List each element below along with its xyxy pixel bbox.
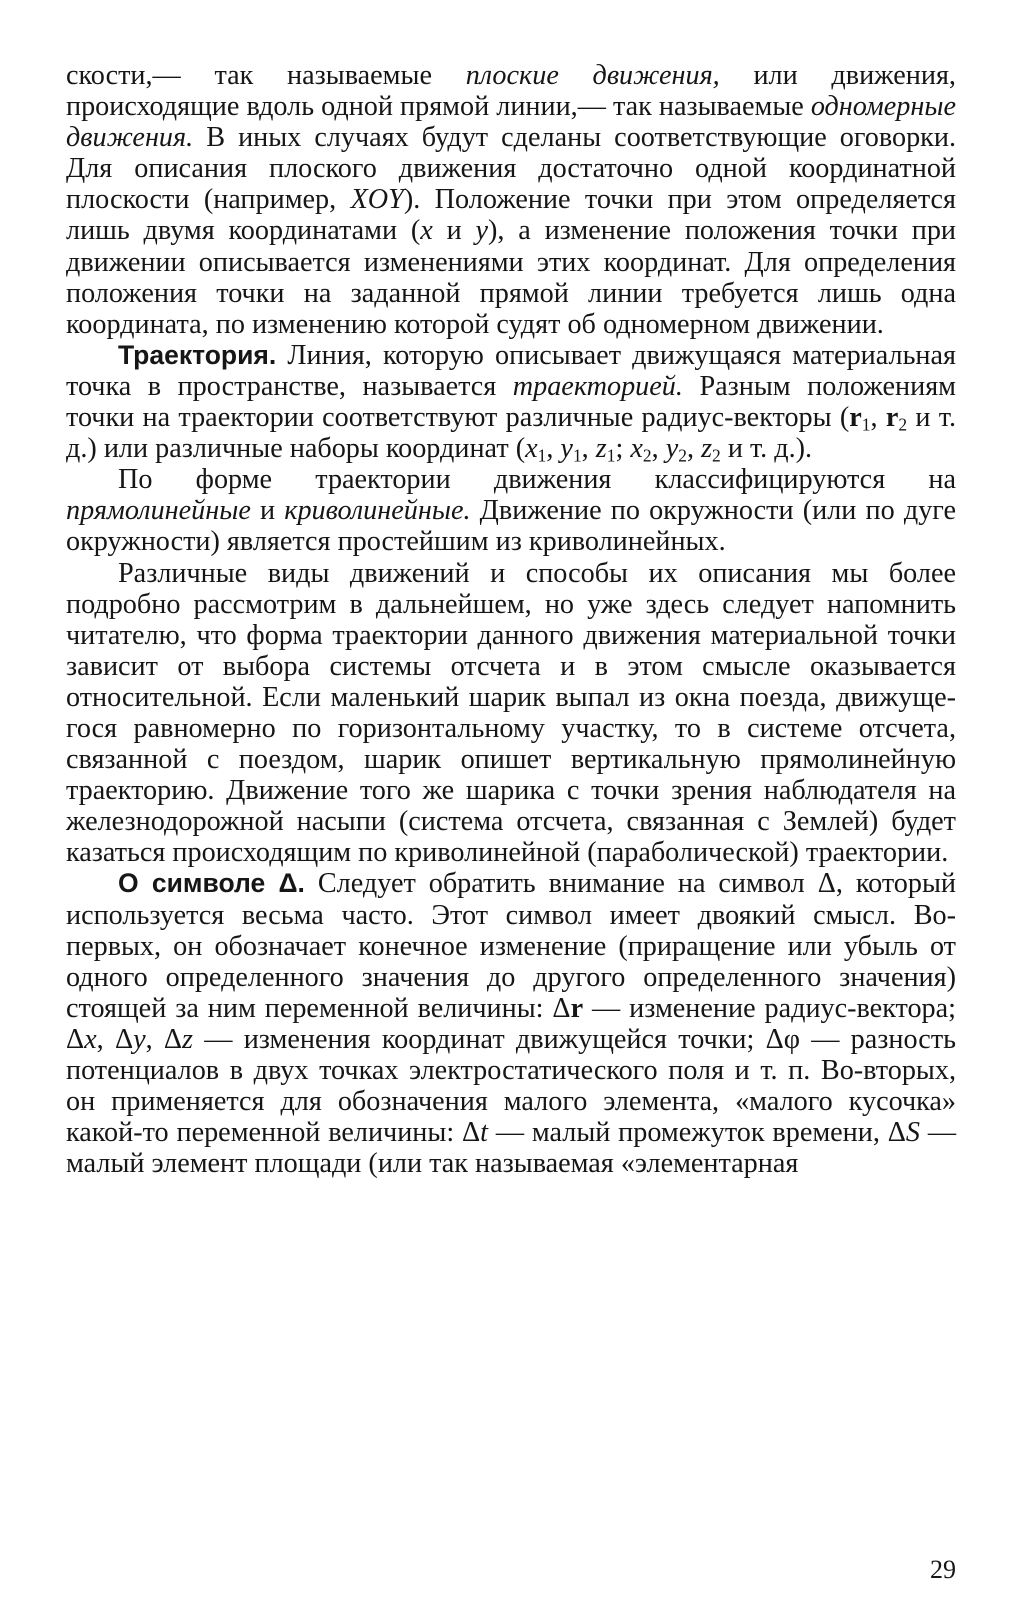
text-run: и т. д.). [720,433,813,465]
text-run: ; [615,433,631,465]
bold-vector: r [849,402,862,434]
text-run: , Δ [96,1023,134,1055]
text-run: Следует обратить внимание на символ Δ, который используется весьма часто. Этот символ имеет двоякий смысл. Во-первых, он обозначает конечное изменение (приращение или убыль от одного определенного значения до другого определенного значения) стоящей за ним переменной величины: Δ [66,868,956,1024]
paragraph-relativity-of-trajectory [66,558,956,869]
text-run: или движения, происходящие вдоль одной прямой линии,— так называемые [66,60,956,123]
text-run: , [651,433,666,465]
italic-term: x [630,433,643,465]
italic-term: криволинейные. [284,495,471,527]
italic-term: S [905,1117,920,1149]
page-number: 29 [930,1554,956,1584]
text-run: и т. д.) или различные наборы координат ( [66,402,957,465]
italic-term: y [665,433,679,465]
subscript-index: 2 [678,445,687,466]
text-run: ), а изменение положения точки при движении описывается изменениями этих координат. Для определения положения точки на заданной прямой линии требуется лишь одна координата, по изменению которой судят об одномерном движении. [66,215,956,340]
paragraph-delta-symbol [66,868,956,1179]
italic-term: плоские движения, [465,60,720,91]
italic-term: x [84,1023,97,1055]
subscript-index: 1 [606,445,616,466]
italic-term: y [475,215,489,247]
text-run: — изменение радиус-вектора; Δ [66,992,956,1055]
text-run: , [870,402,886,434]
text-run: По форме траектории движения классифицируются на [118,464,956,496]
italic-term: траекторией. [512,370,683,402]
paragraph-trajectory-shape [66,464,956,557]
paragraph-plane-motion [66,60,956,340]
italic-term: z [701,433,713,465]
text-run: и [432,215,476,247]
italic-term: x [420,215,433,247]
subscript-index: 1 [537,445,547,466]
subscript-index: 1 [572,445,582,466]
section-lead-heading: Траектория. [118,339,277,370]
text-run: , [686,433,702,465]
italic-term: z [595,433,607,465]
italic-term: одномерные движения. [66,91,956,154]
text-run: — малый промежуток времени, Δ [487,1117,906,1149]
subscript-index: 1 [861,414,871,435]
italic-term: прямолинейные [66,495,251,527]
text-run: В иных случаях будут сделаны соответствующие оговорки. Для описания плоского движения достаточно одной координатной плоскости (например, [66,122,956,216]
text-run: Движение по окружности (или по дуге окружности) является простейшим из криволинейных. [66,495,956,558]
subscript-index: 2 [712,445,721,466]
italic-term: XOY [350,184,404,216]
text-run: Разным положениям точки на траектории соответствуют различные радиус-векторы ( [66,370,956,434]
subscript-index: 2 [642,445,652,466]
bold-vector: r [570,992,584,1024]
text-run: , [581,433,596,465]
text-run: ). Положение точки при этом определяется лишь двумя координатами ( [66,184,957,247]
italic-term: x [525,433,538,465]
italic-term: y [560,433,573,465]
text-run: , Δ [145,1023,183,1055]
paragraph-trajectory [66,340,956,464]
subscript-index: 2 [898,414,908,435]
bold-vector: r [885,402,899,434]
text-run: и [250,495,285,527]
book-page [66,60,956,1585]
text-run: , [546,433,561,465]
text-run: Линия, которую описывает движущаяся материальная точка в пространстве, называется [66,339,956,402]
italic-term: t [480,1117,488,1149]
italic-term: y [133,1023,146,1055]
italic-term: z [182,1023,194,1055]
text-run: — изменения координат движущейся точки; Δφ — разность потенциалов в двух точках электростатического поля и т. п. Во-вторых, он применяется для обозначения малого элемента, «малого кусочка» какой-то переменной величины: Δ [66,1023,956,1149]
text-run: скости,— так называемые [66,60,466,91]
text-run: Различные виды движений и способы их описания мы более подробно рассмотрим в дальнейшем, но уже здесь следует напомнить читателю, что форма траектории данного движения материальной точки зависит от выбора системы отсчета и в этом смысле оказывается относительной. Если маленький шарик выпал из окна поезда, движущегося равномерно по горизонтальному участку, то в системе отсчета, связанной с поездом, шарик опишет вертикальную прямолинейную траекторию. Движение того же шарика с точки зрения наблюдателя на железнодорожной насыпи (система отсчета, связанная с Землей) будет казаться происходящим по криволинейной (параболической) траектории. [66,557,956,869]
section-lead-heading: О символе Δ. [118,868,305,899]
text-run: — малый элемент площади (или так называемая «элементарная [66,1117,956,1180]
